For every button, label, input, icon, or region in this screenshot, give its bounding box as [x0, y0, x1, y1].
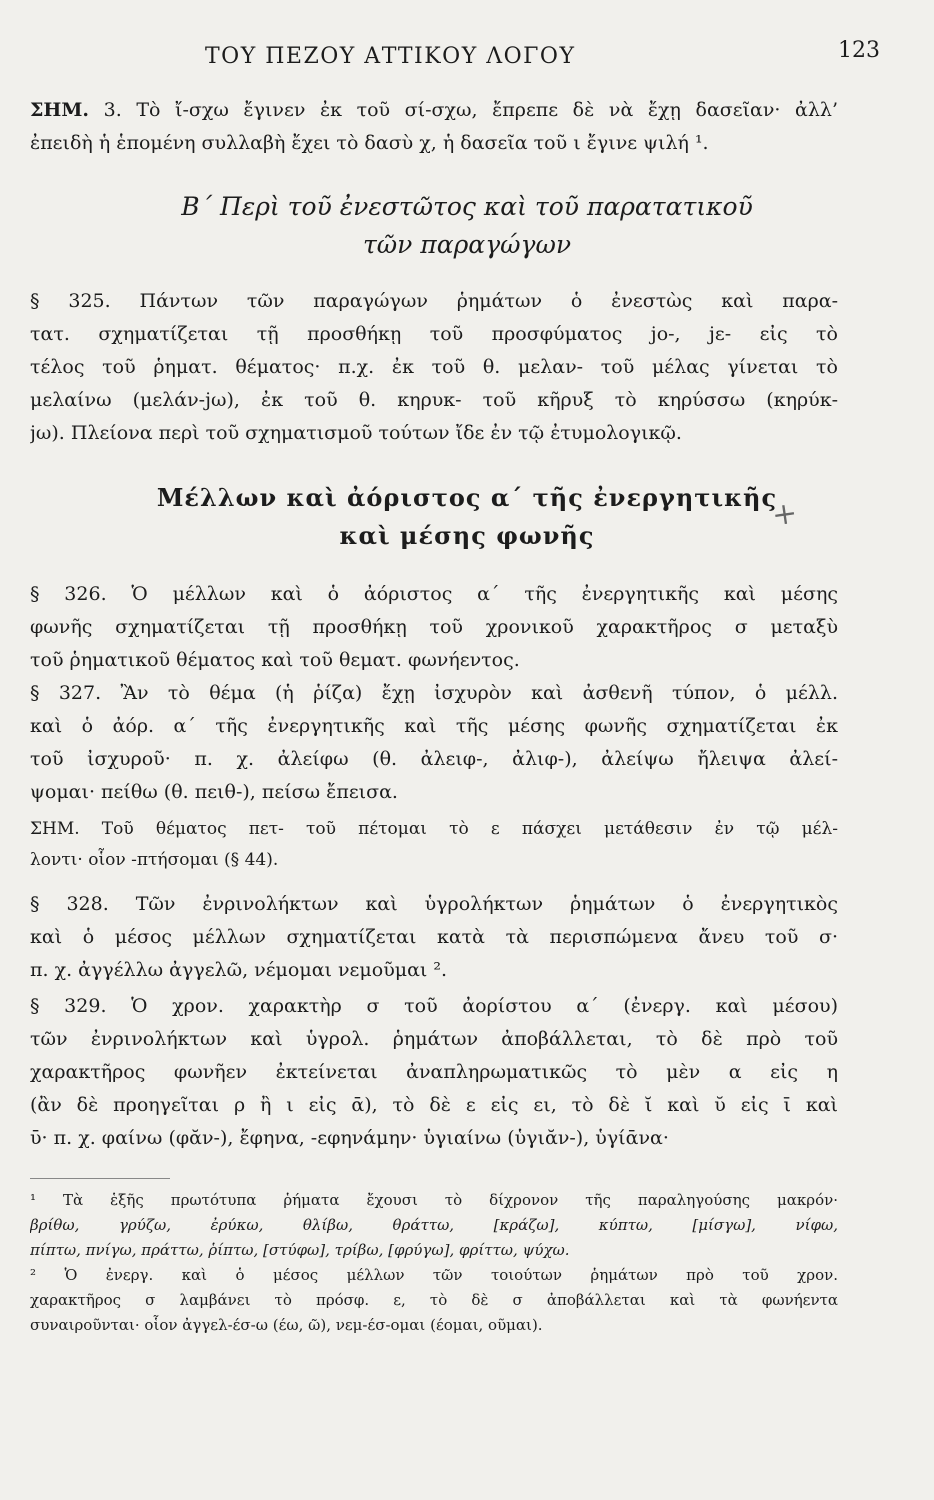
text-line: τοῦ ῥηματικοῦ θέματος καὶ τοῦ θεματ. φωνήεντος.: [30, 649, 520, 671]
text-line: τατ. σχηματίζεται τῇ προσθήκῃ τοῦ προσφύματος jο-, jε- εἰς τὸ: [30, 323, 838, 345]
text-line: ΣΗΜ. Τοῦ θέματος πετ- τοῦ πέτομαι τὸ ε πάσχει μετάθεσιν ἐν τῷ μέλ-: [30, 819, 838, 839]
page-number: 123: [838, 38, 880, 63]
text-line: § 328. Τῶν ἐνρινολήκτων καὶ ὑγρολήκτων ῥημάτων ὁ ἐνεργητικὸς: [30, 893, 838, 915]
text-line: τέλος τοῦ ῥηματ. θέματος· π.χ. ἐκ τοῦ θ. μελαν- τοῦ μέλας γίνεται τὸ: [30, 356, 838, 378]
text-line: ῡ· π. χ. φαίνω (φᾰν-), ἔφηνα, -εφηνάμην· ὑγιαίνω (ὑγιᾰν-), ὑγίᾱνα·: [30, 1127, 669, 1149]
footnote-line: χαρακτῆρος σ λαμβάνει τὸ πρόσφ. ε, τὸ δὲ σ ἀποβάλλεται καὶ τὰ φωνήεντα: [30, 1291, 838, 1309]
text-line: τοῦ ἰσχυροῦ· π. χ. ἀλείφω (θ. ἀλειφ-, ἀλιφ-), ἀλείψω ἤλειψα ἀλεί-: [30, 748, 838, 770]
footnote-line: βρίθω, γρύζω, ἐρύκω, θλίβω, θράττω, [κράζω], κύπτω, [μίσγω], νίφω,: [30, 1216, 838, 1234]
text-line: π. χ. ἀγγέλλω ἀγγελῶ, νέμομαι νεμοῦμαι ².: [30, 959, 448, 981]
margin-cross-mark: +: [769, 495, 800, 534]
future-heading-line-2: καὶ μέσης φωνῆς: [339, 521, 595, 550]
note-label: ΣΗΜ.: [30, 99, 90, 121]
text-line: § 327. Ἂν τὸ θέμα (ἡ ῥίζα) ἔχῃ ἰσχυρὸν καὶ ἀσθενῆ τύπον, ὁ μέλλ.: [30, 682, 838, 704]
paragraph-328: [30, 888, 838, 987]
text-line: τῶν ἐνρινολήκτων καὶ ὑγρολ. ῥημάτων ἀποβάλλεται, τὸ δὲ πρὸ τοῦ: [30, 1028, 838, 1050]
running-title: ΤΟΥ ΠΕΖΟΥ ΑΤΤΙΚΟΥ ΛΟΓΟΥ: [205, 44, 576, 69]
footnote-line: ² Ὁ ἐνεργ. καὶ ὁ μέσος μέλλων τῶν τοιούτων ῥημάτων πρὸ τοῦ χρον.: [30, 1266, 838, 1284]
paragraph-329: [30, 990, 838, 1155]
footnote-line: ¹ Τὰ ἑξῆς πρωτότυπα ῥήματα ἔχουσι τὸ δίχρονον τῆς παραληγούσης μακρόν·: [30, 1191, 838, 1209]
footnote-divider: [30, 1178, 170, 1179]
future-heading-line-1: Μέλλων καὶ ἀόριστος α΄ τῆς ἐνεργητικῆς: [156, 483, 778, 512]
text-line: (ἂν δὲ προηγεῖται ρ ἢ ι εἰς ᾱ), τὸ δὲ ε εἰς ει, τὸ δὲ ῐ καὶ ῠ εἰς ῑ καὶ: [30, 1094, 838, 1116]
paragraph-325: [30, 285, 838, 450]
text-line: λοντι· οἷον -πτήσομαι (§ 44).: [30, 850, 279, 870]
paragraph-327: [30, 677, 838, 809]
footnote-line: πίπτω, πνίγω, πράττω, ῥίπτω, [στύφω], τρίβω, [φρύγω], φρίττω, ψύχω.: [30, 1241, 570, 1259]
paragraph-326: [30, 578, 838, 677]
text-line: μελαίνω (μελάν-jω), ἐκ τοῦ θ. κηρυκ- τοῦ κῆρυξ τὸ κηρύσσω (κηρύκ-: [30, 389, 838, 411]
text-line: § 325. Πάντων τῶν παραγώγων ῥημάτων ὁ ἐνεστὼς καὶ παρα-: [30, 290, 838, 312]
note-top-line-1: ΣΗΜ. 3. Τὸ ἴ-σχω ἔγινεν ἐκ τοῦ σί-σχω, ἔπρεπε δὲ νὰ ἔχῃ δασεῖαν· ἀλλ’: [30, 99, 838, 121]
note-mid: [30, 814, 838, 876]
running-head: [0, 38, 934, 84]
footnotes: [30, 1188, 838, 1338]
text-line: χαρακτῆρος φωνῆεν ἐκτείνεται ἀναπληρωματικῶς τὸ μὲν α εἰς η: [30, 1061, 838, 1083]
text-line: καὶ ὁ ἀόρ. α΄ τῆς ἐνεργητικῆς καὶ τῆς μέσης φωνῆς σχηματίζεται ἐκ: [30, 715, 838, 737]
text-line: jω). Πλείονα περὶ τοῦ σχηματισμοῦ τούτων ἴδε ἐν τῷ ἐτυμολογικῷ.: [30, 422, 682, 444]
text-line: ψομαι· πείθω (θ. πειθ-), πείσω ἔπεισα.: [30, 781, 398, 803]
note-top: [30, 94, 838, 160]
text-line: καὶ ὁ μέσος μέλλων σχηματίζεται κατὰ τὰ περισπώμενα ἄνευ τοῦ σ·: [30, 926, 838, 948]
text-line: § 329. Ὁ χρον. χαρακτὴρ σ τοῦ ἀορίστου α΄ (ἐνεργ. καὶ μέσου): [30, 995, 838, 1017]
section-heading-line-1: Β΄ Περὶ τοῦ ἐνεστῶτος καὶ τοῦ παρατατικοῦ: [181, 192, 753, 221]
text-line: φωνῆς σχηματίζεται τῇ προσθήκῃ τοῦ χρονικοῦ χαρακτῆρος σ μεταξὺ: [30, 616, 838, 638]
note-top-line-2: ἐπειδὴ ἡ ἑπομένη συλλαβὴ ἔχει τὸ δασὺ χ, ἡ δασεῖα τοῦ ι ἔγινε ψιλή ¹.: [30, 132, 709, 154]
section-heading-line-2: τῶν παραγώγων: [362, 230, 572, 259]
footnote-line: συναιροῦνται· οἷον ἀγγελ-έσ-ω (έω, ῶ), νεμ-έσ-ομαι (έομαι, οῦμαι).: [30, 1316, 543, 1334]
text-line: § 326. Ὁ μέλλων καὶ ὁ ἀόριστος α΄ τῆς ἐνεργητικῆς καὶ μέσης: [30, 583, 838, 605]
